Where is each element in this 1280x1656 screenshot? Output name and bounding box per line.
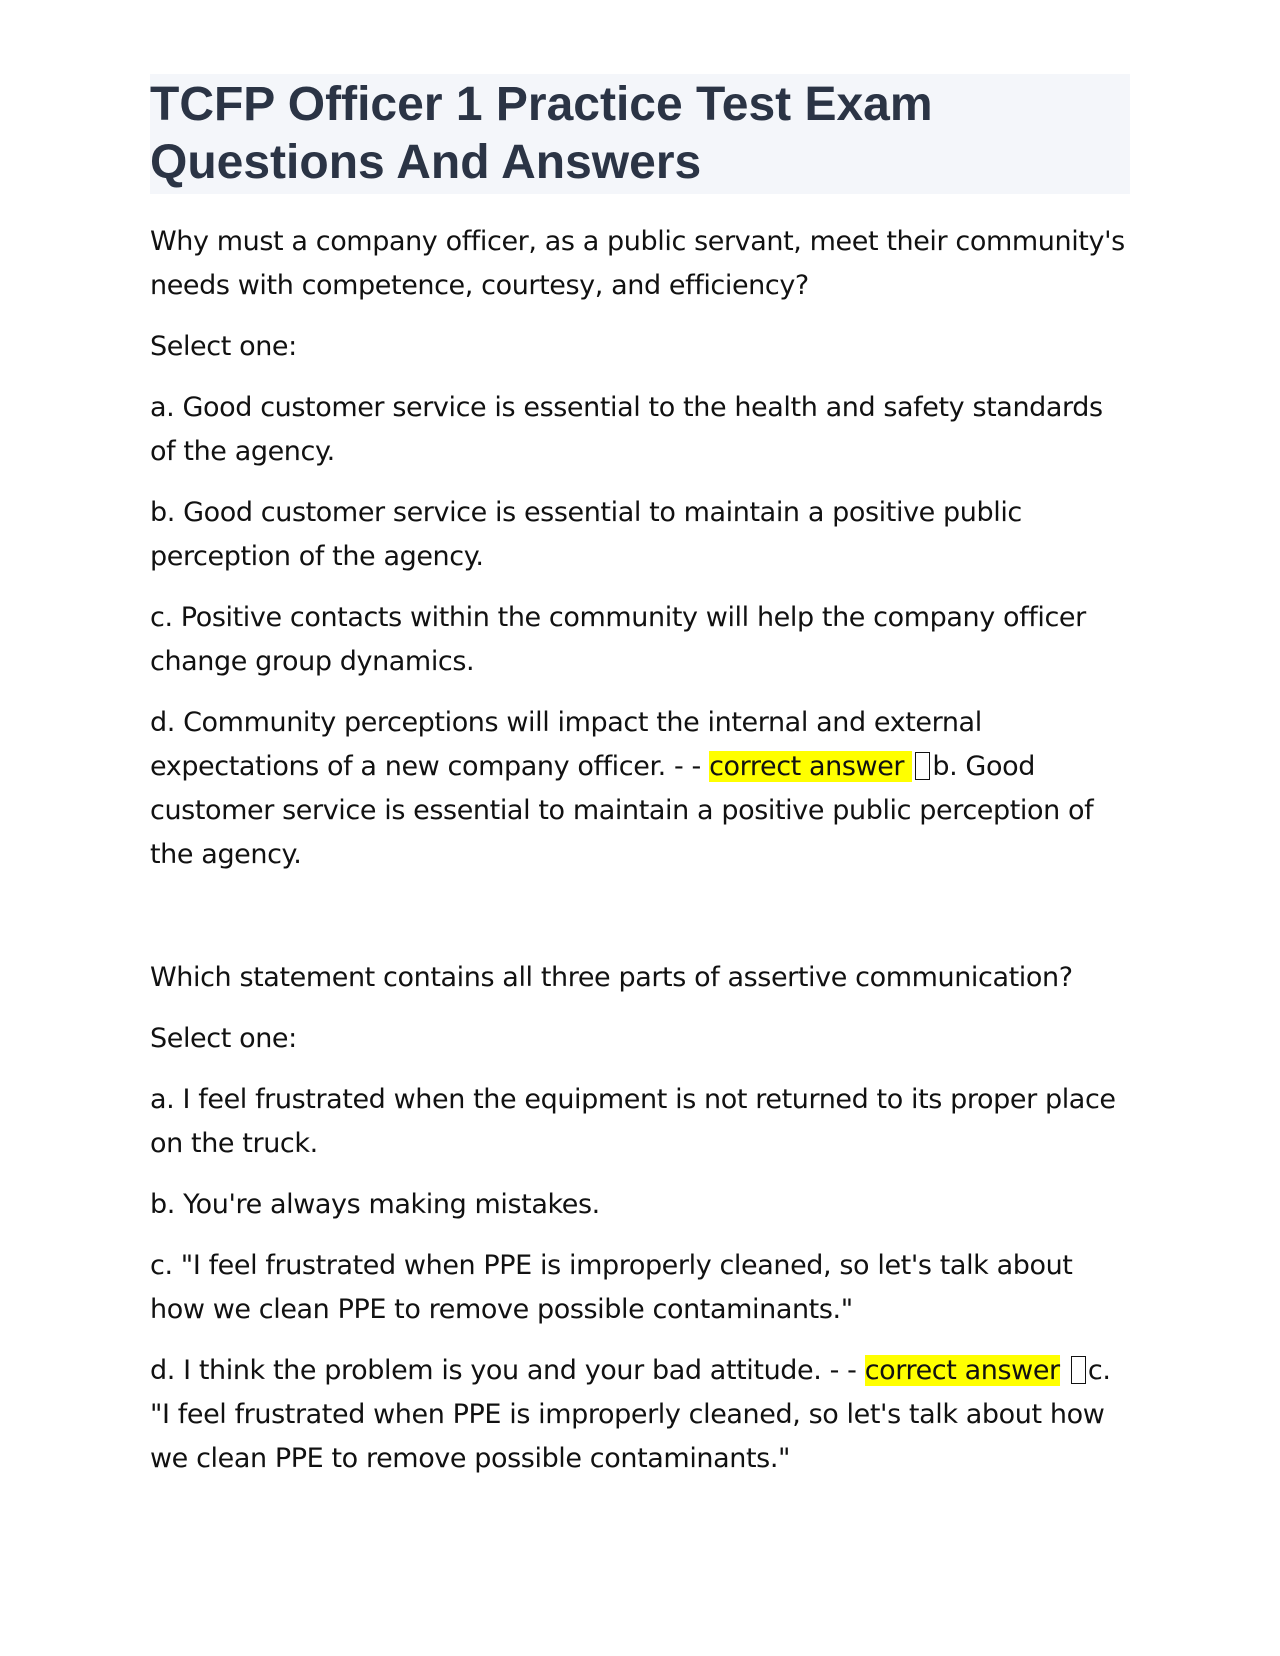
- correct-answer-highlight: correct answer: [864, 1355, 1060, 1386]
- question-2: [150, 956, 1130, 1481]
- title-block: [150, 74, 1130, 194]
- question-prompt: Which statement contains all three parts of assertive communication?: [150, 962, 1073, 993]
- answer-text: b. Good customer service is essential to maintain a positive public perception of the agency.: [150, 751, 1094, 870]
- option-d: d. I think the problem is you and your bad attitude. - -: [150, 1355, 865, 1386]
- page-title: TCFP Officer 1 Practice Test Exam Questions And Answers: [150, 78, 933, 189]
- question-prompt: Why must a company officer, as a public servant, meet their community's needs with competence, courtesy, and efficiency?: [150, 226, 1125, 301]
- option-a: a. I feel frustrated when the equipment is not returned to its proper place on the truck.: [150, 1084, 1116, 1159]
- missing-glyph-icon: [1071, 1356, 1086, 1384]
- option-d-with-answer: [150, 701, 1130, 877]
- option-d: d. Community perceptions will impact the internal and external expectations of a new company officer. - -: [150, 707, 982, 782]
- option-d-with-answer: [150, 1349, 1130, 1481]
- answer-text: c. "I feel frustrated when PPE is improperly cleaned, so let's talk about how we clean PPE to remove possible contaminants.": [150, 1355, 1111, 1474]
- spacer: [150, 894, 1130, 956]
- option-c: c. "I feel frustrated when PPE is improperly cleaned, so let's talk about how we clean PPE to remove possible contaminants.": [150, 1250, 1073, 1325]
- option-c: c. Positive contacts within the community will help the company officer change group dynamics.: [150, 602, 1086, 677]
- option-b: b. You're always making mistakes.: [150, 1189, 600, 1220]
- select-label: Select one:: [150, 331, 297, 362]
- correct-answer-highlight: correct answer: [709, 751, 913, 782]
- select-label: Select one:: [150, 1023, 297, 1054]
- question-1: [150, 220, 1130, 877]
- document-page: [150, 74, 1130, 1498]
- missing-glyph-icon: [915, 752, 930, 780]
- option-b: b. Good customer service is essential to maintain a positive public perception of the agency.: [150, 497, 1022, 572]
- option-a: a. Good customer service is essential to the health and safety standards of the agency.: [150, 392, 1103, 467]
